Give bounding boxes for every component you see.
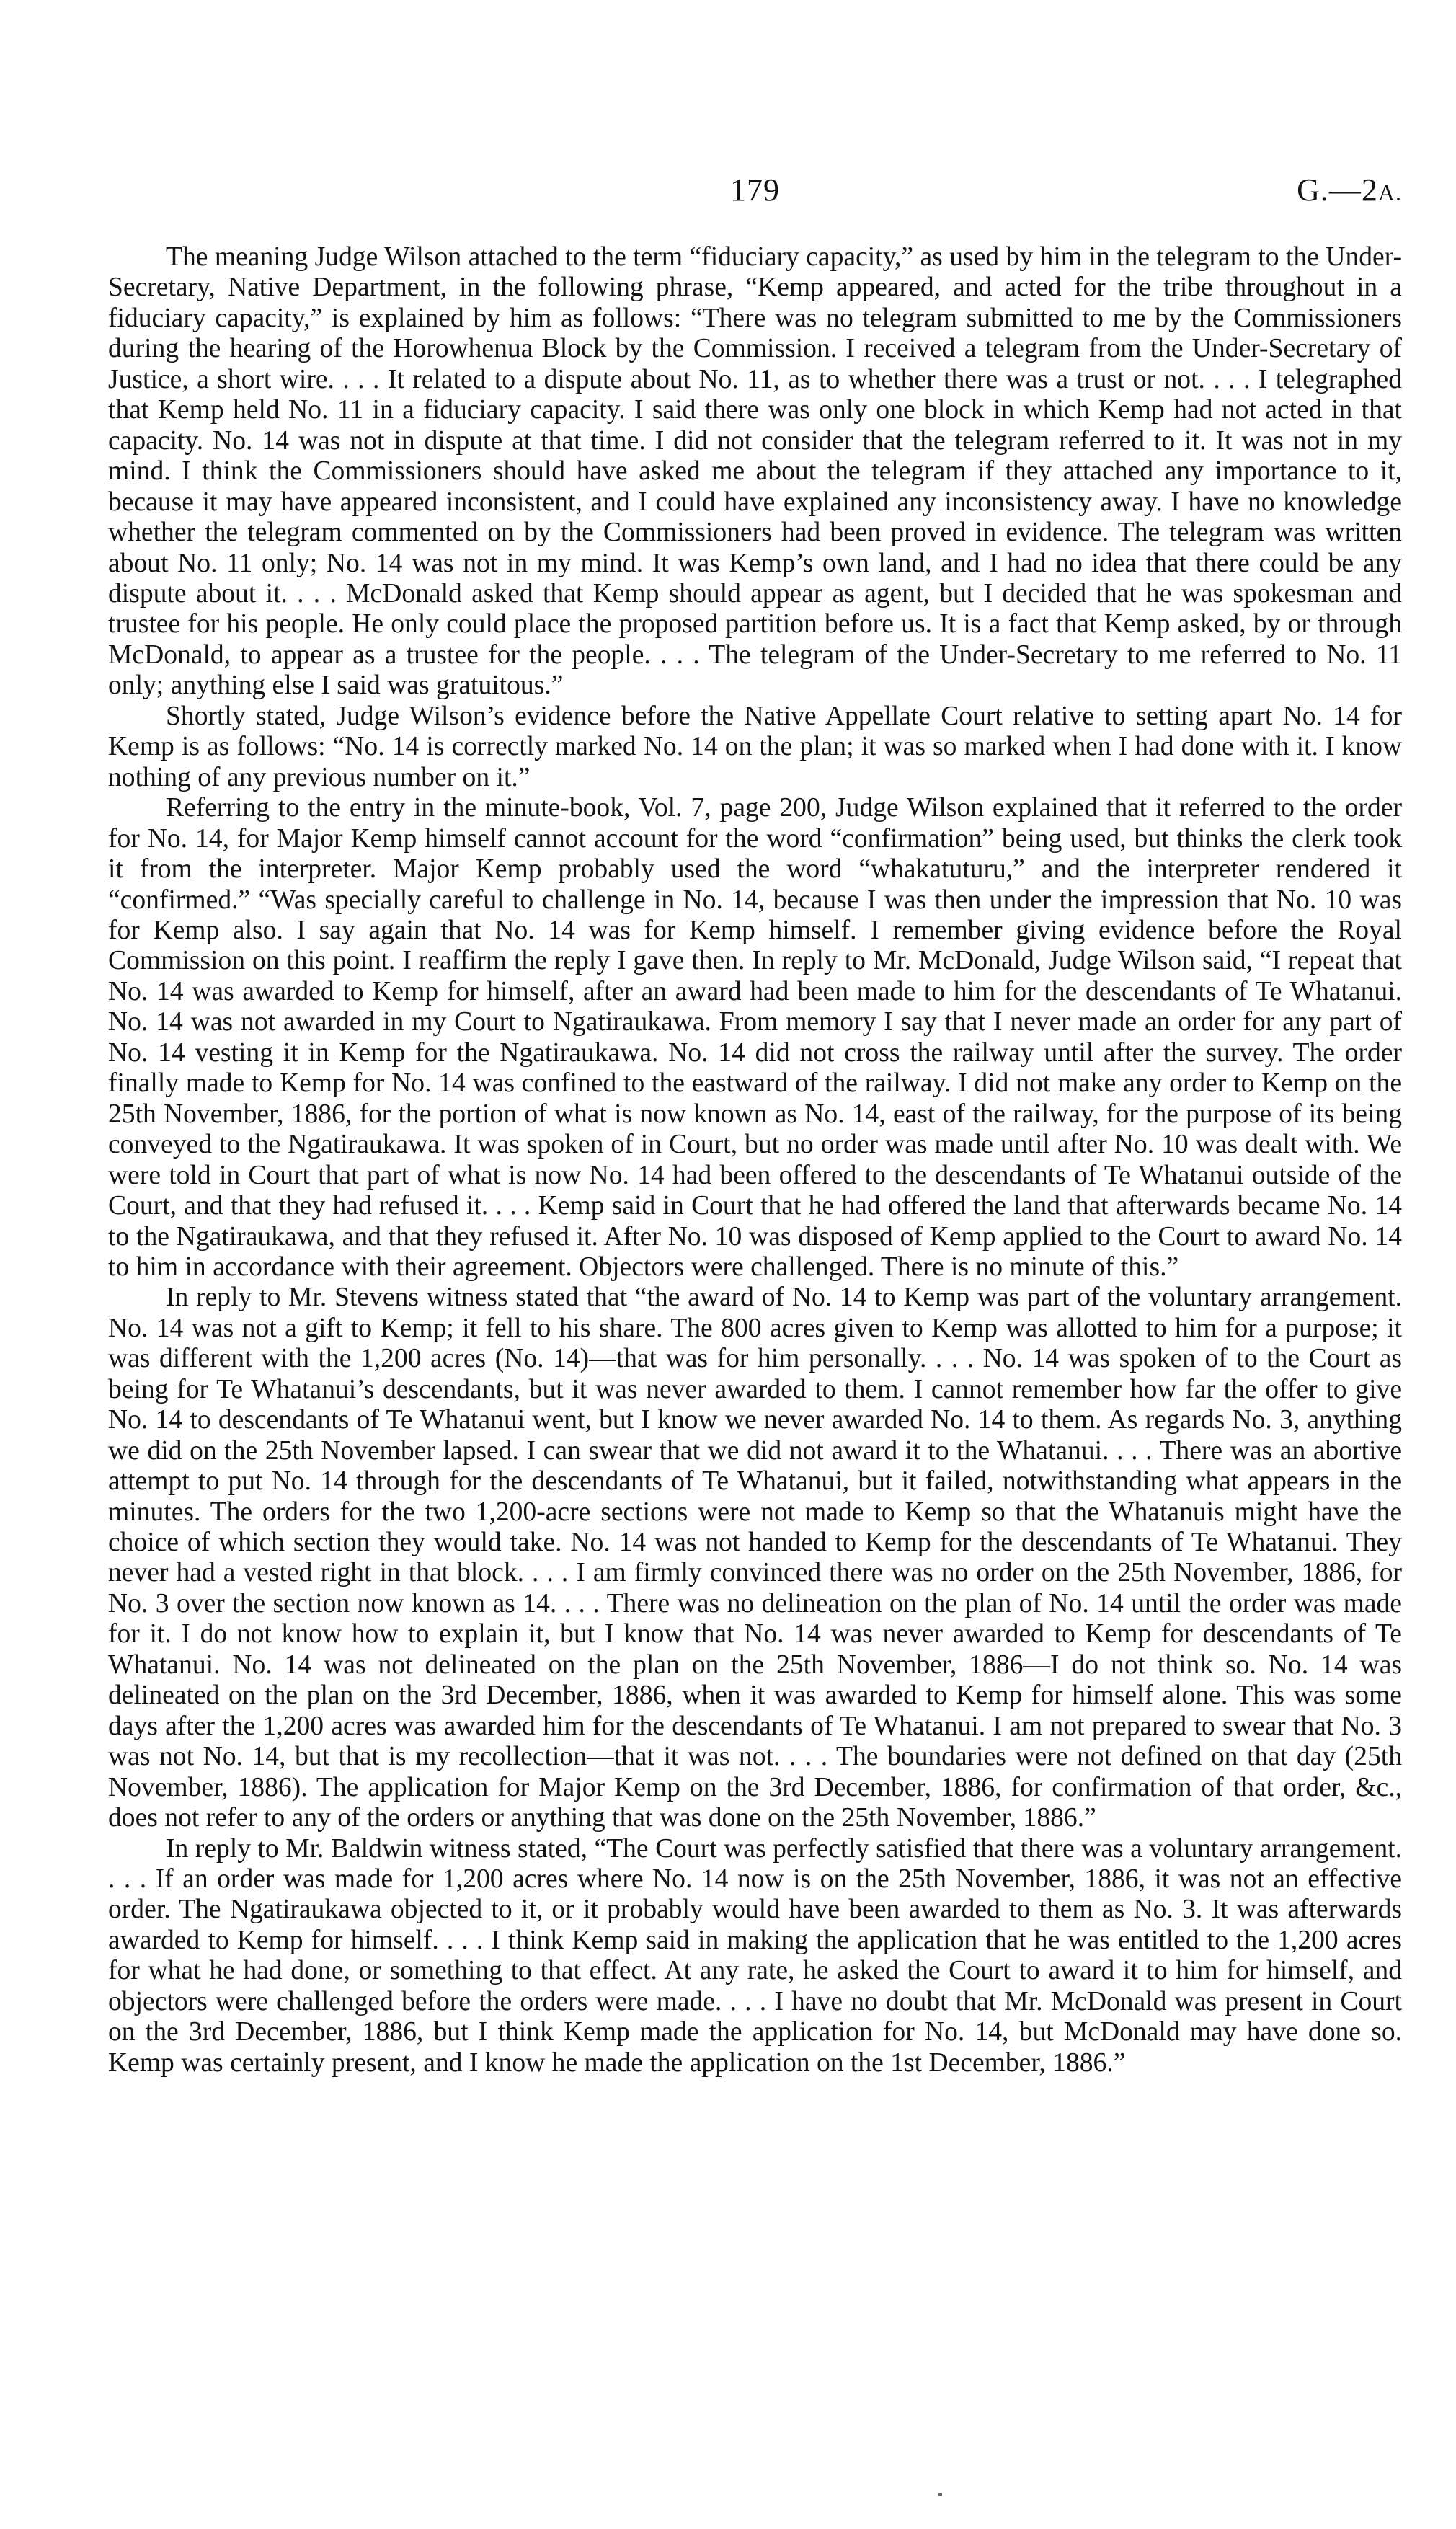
document-reference bbox=[1297, 172, 1402, 208]
stray-ink-mark bbox=[938, 2493, 942, 2496]
paragraph-shortly-stated: Shortly stated, Judge Wilson’s evidence before the Native Appellate Court relative to setting apart No. 14 for Kemp is as follows: “No. 14 is correctly marked No. 14 on the plan; it was so marked when I had done with it. I know nothing of any previous number on it.” bbox=[108, 701, 1402, 792]
document-reference-suffix: A. bbox=[1377, 180, 1402, 205]
paragraph-minute-book: Referring to the entry in the minute-book, Vol. 7, page 200, Judge Wilson explained that it referred to the order for No. 14, for Major Kemp himself cannot account for the word “confirmation” being used, but thinks the clerk took it from the interpreter. Major Kemp probably used the word “whakatuturu,” and the interpreter rendered it “confirmed.” “Was specially careful to challenge in No. 14, because I was then under the impression that No. 10 was for Kemp also. I say again that No. 14 was for Kemp himself. I remember giving evidence before the Royal Commission on this point. I reaffirm the reply I gave then. In reply to Mr. McDonald, Judge Wilson said, “I repeat that No. 14 was awarded to Kemp for himself, after an award had been made to him for the descendants of Te Whatanui. No. 14 was not awarded in my Court to Ngatiraukawa. From memory I say that I never made an order for any part of No. 14 vesting it in Kemp for the Ngatiraukawa. No. 14 did not cross the railway until after the survey. The order finally made to Kemp for No. 14 was confined to the eastward of the railway. I did not make any order to Kemp on the 25th November, 1886, for the portion of what is now known as No. 14, east of the railway, for the purpose of its being conveyed to the Ngatiraukawa. It was spoken of in Court, but no order was made until after No. 10 was dealt with. We were told in Court that part of what is now No. 14 had been offered to the descendants of Te Whatanui outside of the Court, and that they had refused it. . . . Kemp said in Court that he had offered the land that afterwards became No. 14 to the Ngatiraukawa, and that they refused it. After No. 10 was disposed of Kemp applied to the Court to award No. 14 to him in accordance with their agreement. Objectors were challenged. There is no minute of this.” bbox=[108, 793, 1402, 1282]
paragraph-reply-stevens: In reply to Mr. Stevens witness stated that “the award of No. 14 to Kemp was part of the voluntary arrangement. No. 14 was not a gift to Kemp; it fell to his share. The 800 acres given to Kemp was allotted to him for a purpose; it was different with the 1,200 acres (No. 14)—that was for him personally. . . . No. 14 was spoken of to the Court as being for Te Whatanui’s descendants, but it was never awarded to them. I cannot remember how far the offer to give No. 14 to descendants of Te Whatanui went, but I know we never awarded No. 14 to them. As regards No. 3, anything we did on the 25th November lapsed. I can swear that we did not award it to the Whatanui. . . . There was an abortive attempt to put No. 14 through for the descendants of Te Whatanui, but it failed, notwithstanding what appears in the minutes. The orders for the two 1,200-acre sections were not made to Kemp so that the Whatanuis might have the choice of which section they would take. No. 14 was not handed to Kemp for the descendants of Te Whatanui. They never had a vested right in that block. . . . I am firmly convinced there was no order on the 25th November, 1886, for No. 3 over the section now known as 14. . . . There was no delineation on the plan of No. 14 until the order was made for it. I do not know how to explain it, but I know that No. 14 was never awarded to Kemp for descendants of Te Whatanui. No. 14 was not delineated on the plan on the 25th November, 1886—I do not think so. No. 14 was delineated on the plan on the 3rd December, 1886, when it was awarded to Kemp for himself alone. This was some days after the 1,200 acres was awarded him for the descendants of Te Whatanui. I am not prepared to swear that No. 3 was not No. 14, but that is my recollection—that it was not. . . . The boundaries were not defined on that day (25th November, 1886). The application for Major Kemp on the 3rd December, 1886, for confirmation of that order, &c., does not refer to any of the orders or anything that was done on the 25th November, 1886.” bbox=[108, 1283, 1402, 1833]
page-number: 179 bbox=[730, 172, 780, 208]
document-reference-prefix: G.—2 bbox=[1297, 172, 1378, 208]
paragraph-reply-baldwin: In reply to Mr. Baldwin witness stated, “The Court was perfectly satisfied that there was a voluntary arrangement. . . . If an order was made for 1,200 acres where No. 14 now is on the 25th November, 1886, it was not an effective order. The Ngatiraukawa objected to it, or it probably would have been awarded to them as No. 3. It was afterwards awarded to Kemp for himself. . . . I think Kemp said in making the application that he was entitled to the 1,200 acres for what he had done, or something to that effect. At any rate, he asked the Court to award it to him for himself, and objectors were challenged before the orders were made. . . . I have no doubt that Mr. McDonald was present in Court on the 3rd December, 1886, but I think Kemp made the application for No. 14, but McDonald may have done so. Kemp was certainly present, and I know he made the application on the 1st December, 1886.” bbox=[108, 1833, 1402, 2078]
page-header bbox=[108, 172, 1402, 215]
body-text bbox=[108, 242, 1402, 2078]
paragraph-fiduciary-capacity: The meaning Judge Wilson attached to the term “fiduciary capacity,” as used by him in the telegram to the Under-Secretary, Native Department, in the following phrase, “Kemp appeared, and acted for the tribe throughout in a fiduciary capacity,” is explained by him as follows: “There was no telegram submitted to me by the Commissioners during the hearing of the Horowhenua Block by the Commission. I received a telegram from the Under-Secretary of Justice, a short wire. . . . It related to a dispute about No. 11, as to whether there was a trust or not. . . . I telegraphed that Kemp held No. 11 in a fiduciary capacity. I said there was only one block in which Kemp had not acted in that capacity. No. 14 was not in dispute at that time. I did not consider that the telegram referred to it. It was not in my mind. I think the Commissioners should have asked me about the telegram if they attached any importance to it, because it may have appeared inconsistent, and I could have explained any inconsistency away. I have no knowledge whether the telegram commented on by the Commissioners had been proved in evidence. The telegram was written about No. 11 only; No. 14 was not in my mind. It was Kemp’s own land, and I had no idea that there could be any dispute about it. . . . McDonald asked that Kemp should appear as agent, but I decided that he was spokesman and trustee for his people. He only could place the proposed partition before us. It is a fact that Kemp asked, by or through McDonald, to appear as a trustee for the people. . . . The telegram of the Under-Secretary to me referred to No. 11 only; anything else I said was gratuitous.” bbox=[108, 242, 1402, 701]
